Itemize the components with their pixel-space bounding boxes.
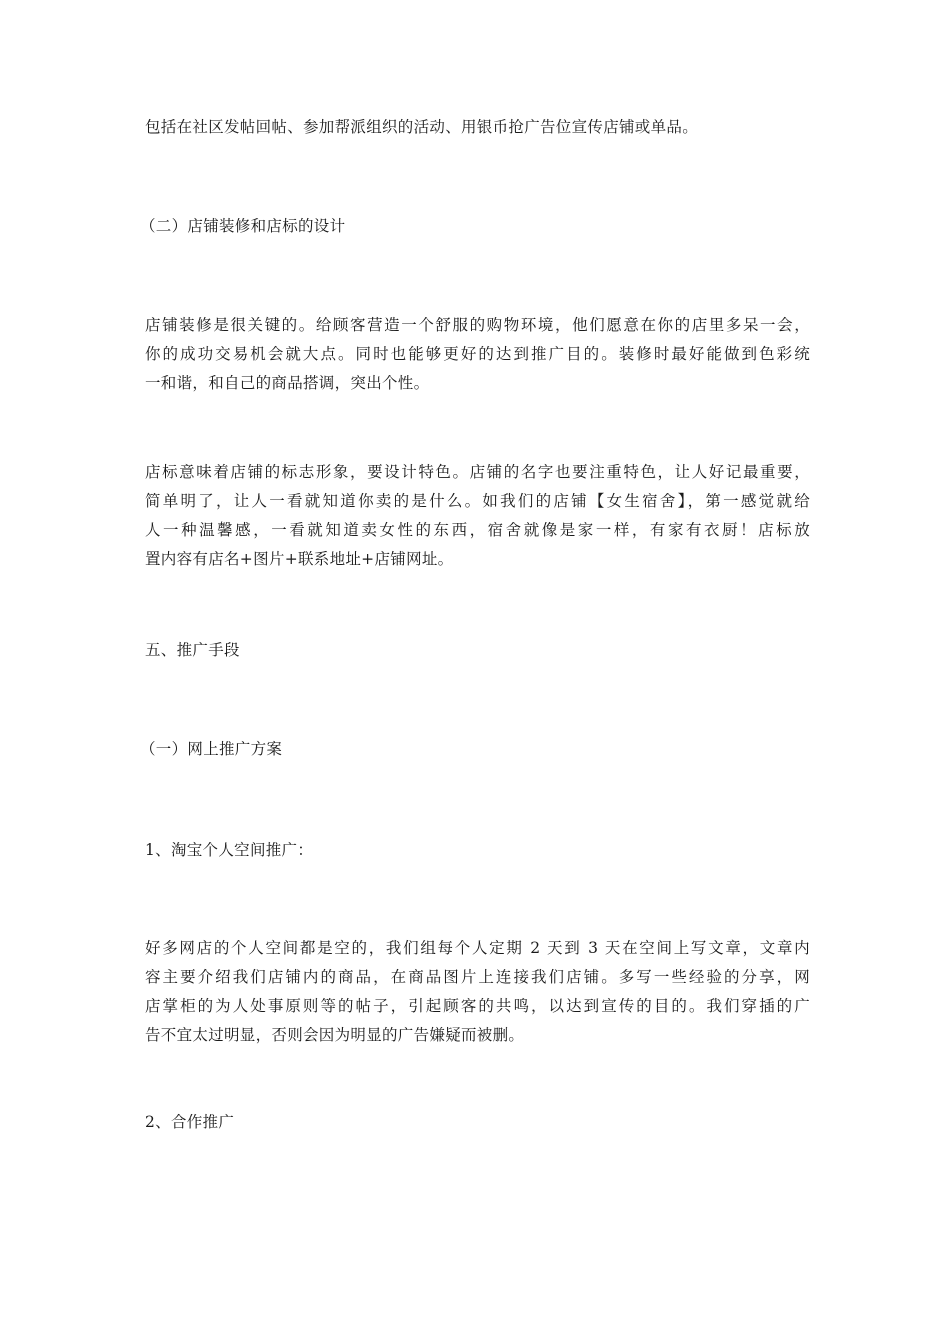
promotion-means-heading: 五、推广手段 xyxy=(145,641,240,659)
decoration-line: 一和谐，和自己的商品搭调，突出个性。 xyxy=(145,374,430,392)
taobao-space-line: 告不宜太过明显，否则会因为明显的广告嫌疑而被删。 xyxy=(145,1026,525,1044)
taobao-space-heading: 1、淘宝个人空间推广： xyxy=(145,841,314,859)
decoration-line: 店铺装修是很关键的。给顾客营造一个舒服的购物环境，他们愿意在你的店里多呆一会， xyxy=(145,316,810,334)
shop-design-heading: （二）店铺装修和店标的设计 xyxy=(140,217,346,235)
logo-line: 简单明了，让人一看就知道你卖的是什么。如我们的店铺【女生宿舍】，第一感觉就给 xyxy=(145,492,810,510)
intro-paragraph: 包括在社区发帖回帖、参加帮派组织的活动、用银币抢广告位宣传店铺或单品。 xyxy=(145,118,699,136)
taobao-space-line: 好多网店的个人空间都是空的，我们组每个人定期 2 天到 3 天在空间上写文章，文章内 xyxy=(145,939,810,957)
logo-line: 店标意味着店铺的标志形象，要设计特色。店铺的名字也要注重特色，让人好记最重要， xyxy=(145,463,810,481)
logo-line: 人一种温馨感，一看就知道卖女性的东西，宿舍就像是家一样，有家有衣厨！店标放 xyxy=(145,521,810,539)
logo-paragraph xyxy=(145,458,810,574)
decoration-line: 你的成功交易机会就大点。同时也能够更好的达到推广目的。装修时最好能做到色彩统 xyxy=(145,345,810,363)
taobao-space-line: 店掌柜的为人处事原则等的帖子，引起顾客的共鸣，以达到宣传的目的。我们穿插的广 xyxy=(145,997,810,1015)
logo-line: 置内容有店名+图片+联系地址+店铺网址。 xyxy=(145,550,454,568)
cooperation-heading: 2、合作推广 xyxy=(145,1113,235,1131)
taobao-space-paragraph xyxy=(145,934,810,1050)
online-plan-heading: （一）网上推广方案 xyxy=(140,740,283,758)
decoration-paragraph xyxy=(145,311,810,398)
taobao-space-line: 容主要介绍我们店铺内的商品，在商品图片上连接我们店铺。多写一些经验的分享，网 xyxy=(145,968,810,986)
